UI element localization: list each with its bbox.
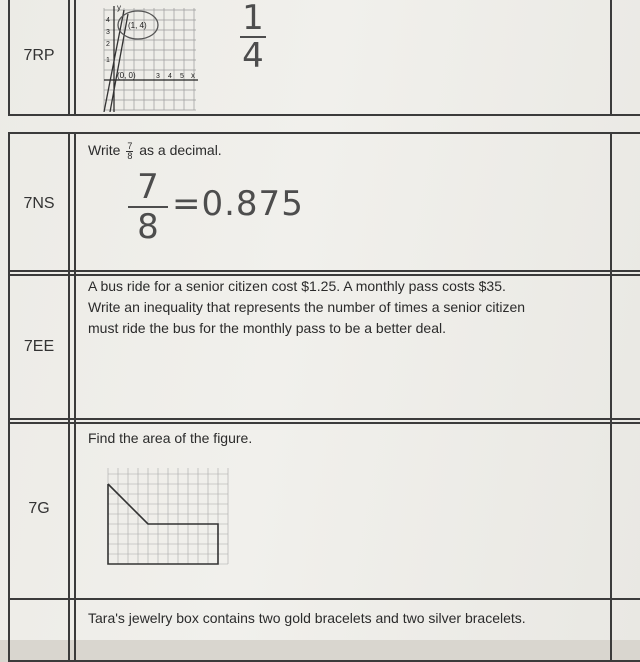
fraction-denominator: 8 bbox=[127, 150, 133, 161]
prompt-fraction bbox=[126, 142, 133, 161]
y-tick-label: 1 bbox=[106, 57, 110, 64]
y-tick-label: 4 bbox=[106, 17, 110, 24]
handwritten-answer bbox=[238, 0, 268, 74]
row-partial bbox=[8, 598, 640, 662]
question-prompt: Tara's jewelry box contains two gold bracelets and two silver bracelets. bbox=[88, 610, 526, 626]
row-separator bbox=[68, 420, 76, 598]
row-separator bbox=[68, 600, 76, 660]
row-7g bbox=[8, 418, 640, 600]
point-label: (0, 0) bbox=[117, 71, 136, 80]
question-prompt bbox=[88, 140, 222, 161]
coordinate-graph bbox=[84, 0, 204, 112]
answer-numerator: 7 bbox=[137, 167, 159, 207]
row-separator bbox=[68, 0, 76, 114]
row-code bbox=[10, 600, 70, 660]
row-7rp bbox=[8, 0, 640, 116]
row-code: 7NS bbox=[10, 134, 70, 274]
row-separator bbox=[68, 134, 76, 274]
y-tick-label: 2 bbox=[106, 41, 110, 48]
row-code: 7G bbox=[10, 420, 70, 598]
prompt-line: must ride the bus for the monthly pass to be a better deal. bbox=[88, 320, 446, 336]
question-prompt: Find the area of the figure. bbox=[88, 430, 253, 446]
row-content bbox=[78, 134, 612, 274]
question-prompt bbox=[88, 276, 628, 339]
y-axis-label: y bbox=[117, 3, 121, 12]
x-tick-label: 4 bbox=[168, 73, 172, 80]
answer-result: =0.875 bbox=[172, 184, 304, 224]
x-tick-label: 3 bbox=[156, 73, 160, 80]
prompt-line: A bus ride for a senior citizen cost $1.25. A monthly pass costs $35. bbox=[88, 278, 506, 294]
x-axis-label: x bbox=[191, 71, 195, 80]
answer-numerator: 1 bbox=[242, 0, 264, 38]
fraction-numerator: 7 bbox=[127, 140, 133, 151]
row-code: 7RP bbox=[10, 0, 70, 114]
row-content bbox=[78, 600, 612, 660]
answer-denominator: 8 bbox=[137, 207, 159, 247]
row-7ns bbox=[8, 132, 640, 276]
point-label: (1, 4) bbox=[128, 21, 147, 30]
row-code: 7EE bbox=[10, 272, 70, 422]
y-tick-label: 3 bbox=[106, 29, 110, 36]
prompt-line: Write an inequality that represents the number of times a senior citizen bbox=[88, 299, 526, 315]
answer-denominator: 4 bbox=[242, 36, 264, 76]
prompt-text: Write bbox=[88, 142, 121, 158]
prompt-text: as a decimal. bbox=[139, 142, 222, 158]
row-content bbox=[78, 420, 612, 598]
row-content bbox=[78, 272, 612, 422]
area-figure bbox=[100, 460, 240, 570]
row-separator bbox=[68, 272, 76, 422]
row-content bbox=[78, 0, 612, 114]
x-tick-label: 5 bbox=[180, 73, 184, 80]
row-7ee bbox=[8, 270, 640, 424]
